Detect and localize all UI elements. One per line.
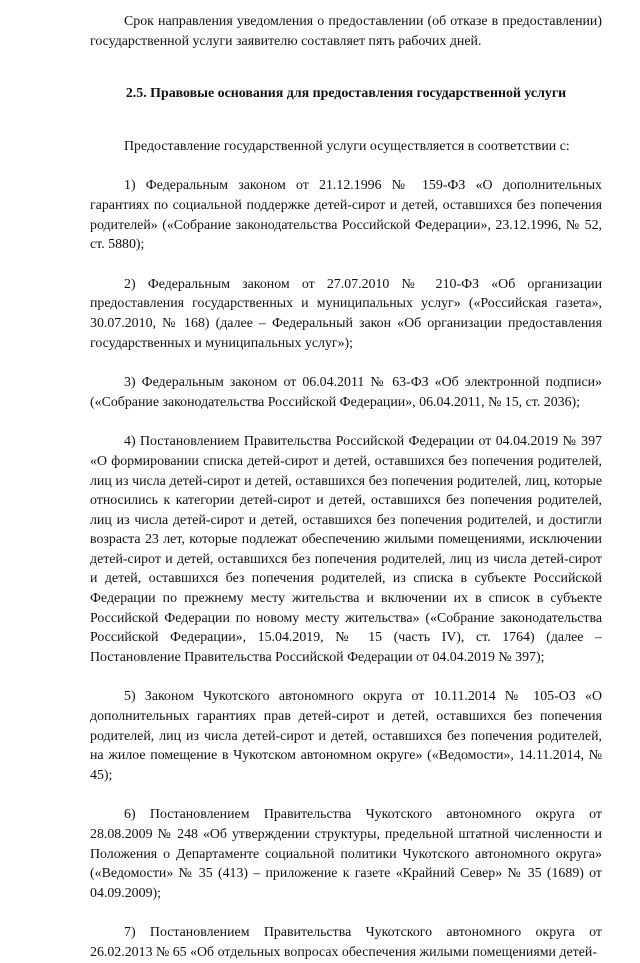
list-item-7: 7) Постановлением Правительства Чукотского автономного округа от 26.02.2013 № 65 «Об отдельных вопросах обеспечения жилыми помещениями детей-: [90, 925, 602, 960]
spacer: [90, 104, 602, 137]
spacer: [90, 412, 602, 432]
spacer: [90, 903, 602, 923]
list-item-2: 2) Федеральным законом от 27.07.2010 № 210-ФЗ «Об организации предоставления государственных и муниципальных услуг» («Российская газета», 30.07.2010, № 168) (далее – Федеральный закон «Об организации предоставления государственных и муниципальных услуг»);: [90, 276, 602, 351]
spacer: [90, 785, 602, 805]
list-item-5: 5) Законом Чукотского автономного округа от 10.11.2014 № 105-ОЗ «О дополнительных гарантиях прав детей-сирот и детей, оставшихся без попечения родителей, лиц из числа детей-сирот и детей, оставшихся без попечения родителей, на жилое помещение в Чукотском автономном округе» («Ведомости», 14.11.2014, № 45);: [90, 689, 602, 783]
list-item-3: 3) Федеральным законом от 06.04.2011 № 63-ФЗ «Об электронной подписи» («Собрание законодательства Российской Федерации», 06.04.2011, № 15, ст. 2036);: [90, 375, 602, 410]
spacer: [90, 156, 602, 176]
document-page: [90, 12, 602, 963]
section-heading: 2.5. Правовые основания для предоставления государственной услуги: [125, 86, 567, 102]
list-item-1: 1) Федеральным законом от 21.12.1996 № 159-ФЗ «О дополнительных гарантиях по социальной поддержке детей-сирот и детей, оставшихся без попечения родителей» («Собрание законодательства Российской Федерации», 23.12.1996, № 52, ст. 5880);: [90, 178, 602, 253]
spacer: [90, 667, 602, 687]
spacer: [90, 51, 602, 84]
spacer: [90, 353, 602, 373]
list-item-6: 6) Постановлением Правительства Чукотского автономного округа от 28.08.2009 № 248 «Об утверждении структуры, предельной штатной численности и Положения о Департаменте социальной политики Чукотского автономного округа» («Ведомости» № 35 (413) – приложение к газете «Крайний Север» № 35 (1689) от 04.09.2009);: [90, 807, 602, 901]
lead-paragraph: Предоставление государственной услуги осуществляется в соответствии с:: [124, 138, 570, 154]
list-item-4: 4) Постановлением Правительства Российской Федерации от 04.04.2019 № 397 «О формировании списка детей-сирот и детей, оставшихся без попечения родителей, лиц из числа детей-сирот и детей, оставшихся без попечения родителей, лиц, которые относились к категории детей-сирот и детей, оставшихся без попечения родителей, лиц из числа детей-сирот и детей, оставшихся без попечения родителей, и достигли возраста 23 лет, которые подлежат обеспечению жилыми помещениями, исключении детей-сирот и детей, оставшихся без попечения родителей, лиц из числа детей-сирот и детей, оставшихся без попечения родителей, из списка в субъекте Российской Федерации по прежнему месту жительства и включении их в список в субъекте Российской Федерации по новому месту жительства» («Собрание законодательства Российской Федерации», 15.04.2019, № 15 (часть IV), ст. 1764) (далее – Постановление Правительства Российской Федерации от 04.04.2019 № 397);: [90, 434, 602, 665]
intro-paragraph: Срок направления уведомления о предоставлении (об отказе в предоставлении) государственной услуги заявителю составляет пять рабочих дней.: [90, 14, 602, 49]
spacer: [90, 255, 602, 275]
